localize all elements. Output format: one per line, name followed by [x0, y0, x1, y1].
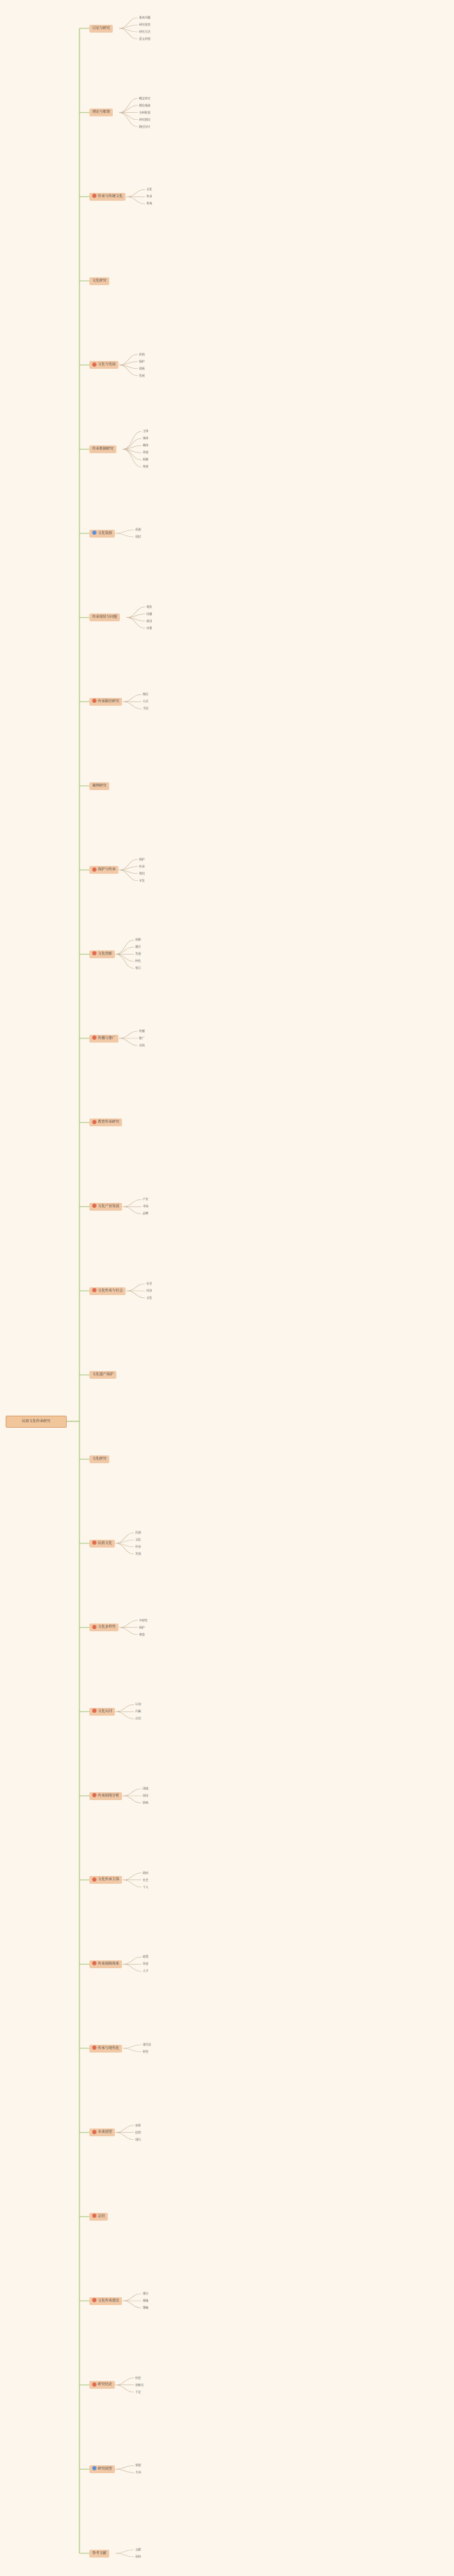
leaf-item[interactable]: 发展 — [139, 373, 145, 377]
leaf-item[interactable]: 方式 — [143, 699, 149, 704]
section-node[interactable] — [89, 866, 118, 874]
leaf-item[interactable]: 尊重 — [139, 1632, 145, 1636]
root-topic[interactable]: 民族文化传承研究 — [6, 1416, 67, 1428]
flag-icon — [92, 1204, 96, 1208]
leaf-item[interactable]: 认同 — [135, 1702, 141, 1706]
info-icon — [92, 531, 96, 535]
leaf-item[interactable]: 机制 — [143, 457, 149, 462]
leaf-item[interactable]: 市场 — [143, 1204, 149, 1209]
section-node[interactable] — [89, 2297, 122, 2305]
leaf-item[interactable]: 利用 — [139, 871, 145, 875]
leaf-item[interactable]: 归属 — [135, 1709, 141, 1714]
section-label: 总结 — [98, 2214, 106, 2219]
leaf-item[interactable]: 政府 — [143, 1870, 149, 1875]
leaf-item[interactable]: 手段 — [143, 706, 149, 711]
section-node[interactable] — [89, 1371, 116, 1379]
leaf-item[interactable]: 现状 — [146, 604, 153, 609]
flag-icon — [92, 1793, 96, 1797]
section-label: 文化产业发展 — [98, 1204, 120, 1209]
leaf-item[interactable]: 主体 — [143, 429, 149, 433]
flag-icon — [92, 2298, 96, 2302]
flag-icon — [92, 1540, 96, 1545]
section-node[interactable] — [89, 1455, 109, 1463]
leaf-item[interactable]: 趋势 — [135, 2130, 141, 2134]
leaf-item[interactable]: 概念界定 — [139, 96, 150, 100]
leaf-item[interactable]: 多样性 — [139, 1618, 148, 1622]
section-node[interactable] — [89, 2128, 115, 2136]
flag-icon — [92, 362, 96, 367]
section-label: 研究结论 — [98, 2382, 113, 2387]
flag-icon — [92, 2214, 96, 2218]
section-node[interactable] — [89, 2213, 108, 2221]
section-label: 文化传承与社会 — [98, 1288, 123, 1293]
leaf-item[interactable]: 前景 — [135, 2123, 141, 2127]
leaf-item[interactable]: 价值 — [139, 352, 145, 356]
flag-icon — [92, 699, 96, 703]
flag-icon — [92, 1288, 96, 1292]
section-label: 案例研究 — [92, 783, 107, 788]
section-node[interactable] — [89, 445, 116, 453]
section-node[interactable] — [89, 2465, 115, 2473]
section-label: 研究展望 — [98, 2466, 113, 2471]
leaf-item[interactable]: 展示 — [135, 966, 141, 970]
leaf-item[interactable]: 传承 — [139, 864, 145, 868]
leaf-item[interactable]: 保护 — [139, 857, 145, 861]
leaf-item[interactable]: 问题 — [146, 611, 153, 616]
leaf-item[interactable]: 创新 — [135, 938, 141, 942]
leaf-item[interactable]: 民族 — [135, 1531, 141, 1534]
leaf-item[interactable]: 困境 — [143, 1787, 149, 1790]
leaf-item[interactable]: 环境 — [143, 450, 149, 455]
leaf-item[interactable]: 客体 — [143, 436, 149, 440]
leaf-item[interactable]: 推广 — [139, 1036, 145, 1040]
flag-icon — [92, 867, 96, 872]
section-node[interactable] — [89, 1960, 122, 1968]
section-label: 文化传承主体 — [98, 1877, 120, 1882]
leaf-item[interactable]: 文化 — [146, 1296, 153, 1299]
section-label: 传承与现代化 — [98, 2045, 120, 2050]
section-label: 文化研究 — [92, 1456, 107, 1461]
section-label: 传承机制研究 — [92, 446, 114, 451]
leaf-item[interactable]: 研究方法 — [139, 30, 150, 33]
leaf-item[interactable]: 人才 — [143, 1969, 149, 1973]
section-node[interactable] — [89, 2550, 109, 2558]
section-node[interactable] — [89, 1876, 122, 1884]
section-node[interactable] — [89, 1118, 122, 1126]
section-label: 理论与框架 — [92, 110, 111, 115]
leaf-item[interactable]: 建议 — [135, 2137, 141, 2141]
flag-icon — [92, 194, 96, 198]
leaf-item[interactable]: 产业 — [143, 1197, 149, 1201]
section-node[interactable] — [89, 1792, 122, 1800]
section-node[interactable] — [89, 25, 113, 33]
leaf-item[interactable]: 社会 — [146, 1282, 153, 1285]
leaf-item[interactable]: 结论 — [135, 2375, 141, 2380]
leaf-item[interactable]: 品牌 — [143, 1211, 149, 1216]
leaf-item[interactable]: 文献 — [135, 2548, 141, 2551]
leaf-item[interactable]: 融合 — [135, 945, 141, 949]
leaf-item[interactable]: 政策 — [143, 1955, 149, 1959]
section-node[interactable] — [89, 950, 115, 958]
leaf-item[interactable]: 资源 — [135, 528, 141, 531]
leaf-item[interactable]: 策略 — [143, 2306, 149, 2309]
section-node[interactable] — [89, 2045, 122, 2053]
flag-icon — [92, 951, 96, 955]
section-node[interactable] — [89, 193, 126, 201]
leaf-item[interactable]: 现代化 — [143, 2043, 152, 2046]
leaf-item[interactable]: 传承 — [135, 1545, 141, 1548]
flag-icon — [92, 2382, 96, 2387]
leaf-item[interactable]: 分析框架 — [139, 110, 150, 114]
flag-icon — [92, 2130, 96, 2134]
leaf-item[interactable]: 理论基础 — [139, 103, 150, 107]
section-label: 文化遗产保护 — [92, 1372, 114, 1377]
leaf-item[interactable]: 转化 — [135, 959, 141, 963]
leaf-item[interactable]: 展望 — [135, 2463, 141, 2467]
leaf-item[interactable]: 创新点 — [135, 2382, 144, 2387]
leaf-item[interactable]: 措施 — [143, 2299, 149, 2302]
section-node[interactable] — [89, 1708, 115, 1716]
section-node[interactable] — [89, 1623, 118, 1631]
flag-icon — [92, 1709, 96, 1713]
leaf-item[interactable]: 文化 — [146, 187, 153, 191]
section-node[interactable] — [89, 1287, 126, 1295]
leaf-item[interactable]: 研究现状 — [139, 23, 150, 26]
leaf-item[interactable]: 个人 — [143, 1884, 149, 1889]
leaf-item[interactable]: 效果 — [143, 465, 149, 469]
leaf-item[interactable]: 传统 — [146, 201, 153, 206]
leaf-item[interactable]: 资金 — [143, 1962, 149, 1966]
leaf-item[interactable]: 建议 — [143, 2292, 149, 2295]
leaf-item[interactable]: 路径设计 — [139, 124, 150, 128]
leaf-item[interactable]: 对策 — [146, 626, 153, 630]
leaf-item[interactable]: 自信 — [135, 1716, 141, 1721]
leaf-item[interactable]: 开发 — [139, 878, 145, 882]
section-node[interactable] — [89, 1540, 115, 1548]
leaf-item[interactable]: 社会 — [143, 1877, 149, 1882]
leaf-item[interactable]: 现状 — [135, 535, 141, 538]
section-label: 民族文化 — [98, 1540, 113, 1545]
section-node[interactable] — [89, 1203, 122, 1211]
section-label: 传承路径研究 — [98, 699, 120, 704]
section-node[interactable] — [89, 109, 113, 116]
leaf-item[interactable]: 路径 — [143, 692, 149, 696]
section-label: 文化研究 — [92, 278, 107, 283]
leaf-item[interactable]: 不足 — [135, 2389, 141, 2394]
flag-icon — [92, 1036, 96, 1040]
leaf-item[interactable]: 发展 — [135, 952, 141, 956]
section-node[interactable] — [89, 361, 118, 369]
section-label: 教育传承研究 — [98, 1120, 120, 1125]
section-label: 未来展望 — [98, 2130, 113, 2135]
leaf-item[interactable]: 创新 — [139, 366, 145, 370]
leaf-item[interactable]: 原因 — [143, 1794, 149, 1797]
flag-icon — [92, 1877, 96, 1882]
leaf-item[interactable]: 交流 — [139, 1043, 145, 1047]
section-node[interactable] — [89, 277, 109, 285]
section-node[interactable] — [89, 614, 120, 621]
section-label: 传承与传统文化 — [98, 194, 123, 199]
section-node[interactable] — [89, 782, 109, 790]
flag-icon — [92, 2045, 96, 2050]
leaf-item[interactable]: 基本问题 — [139, 16, 150, 19]
section-label: 文化多样性 — [98, 1625, 116, 1630]
leaf-item[interactable]: 影响 — [143, 1801, 149, 1804]
leaf-item[interactable]: 资料 — [135, 2555, 141, 2558]
flag-icon — [92, 1625, 96, 1629]
section-label: 传承困境分析 — [98, 1793, 120, 1798]
leaf-item[interactable]: 保护 — [139, 359, 145, 363]
leaf-item[interactable]: 方向 — [135, 2470, 141, 2475]
leaf-item[interactable]: 发展 — [135, 1552, 141, 1555]
leaf-item[interactable]: 载体 — [143, 443, 149, 448]
leaf-item[interactable]: 转型 — [143, 2050, 149, 2053]
leaf-item[interactable]: 保护 — [139, 1625, 145, 1629]
section-label: 传承保障体系 — [98, 1961, 120, 1966]
flag-icon — [92, 1961, 96, 1965]
section-label: 保护与传承 — [98, 867, 116, 872]
section-node[interactable] — [89, 2381, 115, 2389]
leaf-item[interactable]: 意义价值 — [139, 37, 150, 40]
section-label: 传播与推广 — [98, 1036, 116, 1040]
leaf-item[interactable]: 原因 — [146, 618, 153, 623]
flag-icon — [92, 1120, 96, 1124]
section-label: 文化与发展 — [98, 362, 116, 367]
section-node[interactable] — [89, 698, 122, 706]
section-label: 参考文献 — [92, 2550, 107, 2555]
section-label: 传承现状与问题 — [92, 615, 118, 620]
section-label: 文化创新 — [98, 951, 113, 956]
section-node[interactable] — [89, 1035, 118, 1043]
section-label: 文化认同 — [98, 1709, 113, 1714]
section-label: 文化资源 — [98, 531, 113, 535]
section-label: 引论与研究 — [92, 26, 111, 30]
leaf-item[interactable]: 传承 — [146, 194, 153, 199]
leaf-item[interactable]: 经济 — [146, 1289, 153, 1292]
leaf-item[interactable]: 文化 — [135, 1538, 141, 1541]
info-icon — [92, 2466, 96, 2470]
section-node[interactable] — [89, 530, 115, 538]
section-label: 文化传承建议 — [98, 2298, 120, 2303]
leaf-item[interactable]: 传播 — [139, 1029, 145, 1033]
leaf-item[interactable]: 研究假设 — [139, 117, 150, 121]
